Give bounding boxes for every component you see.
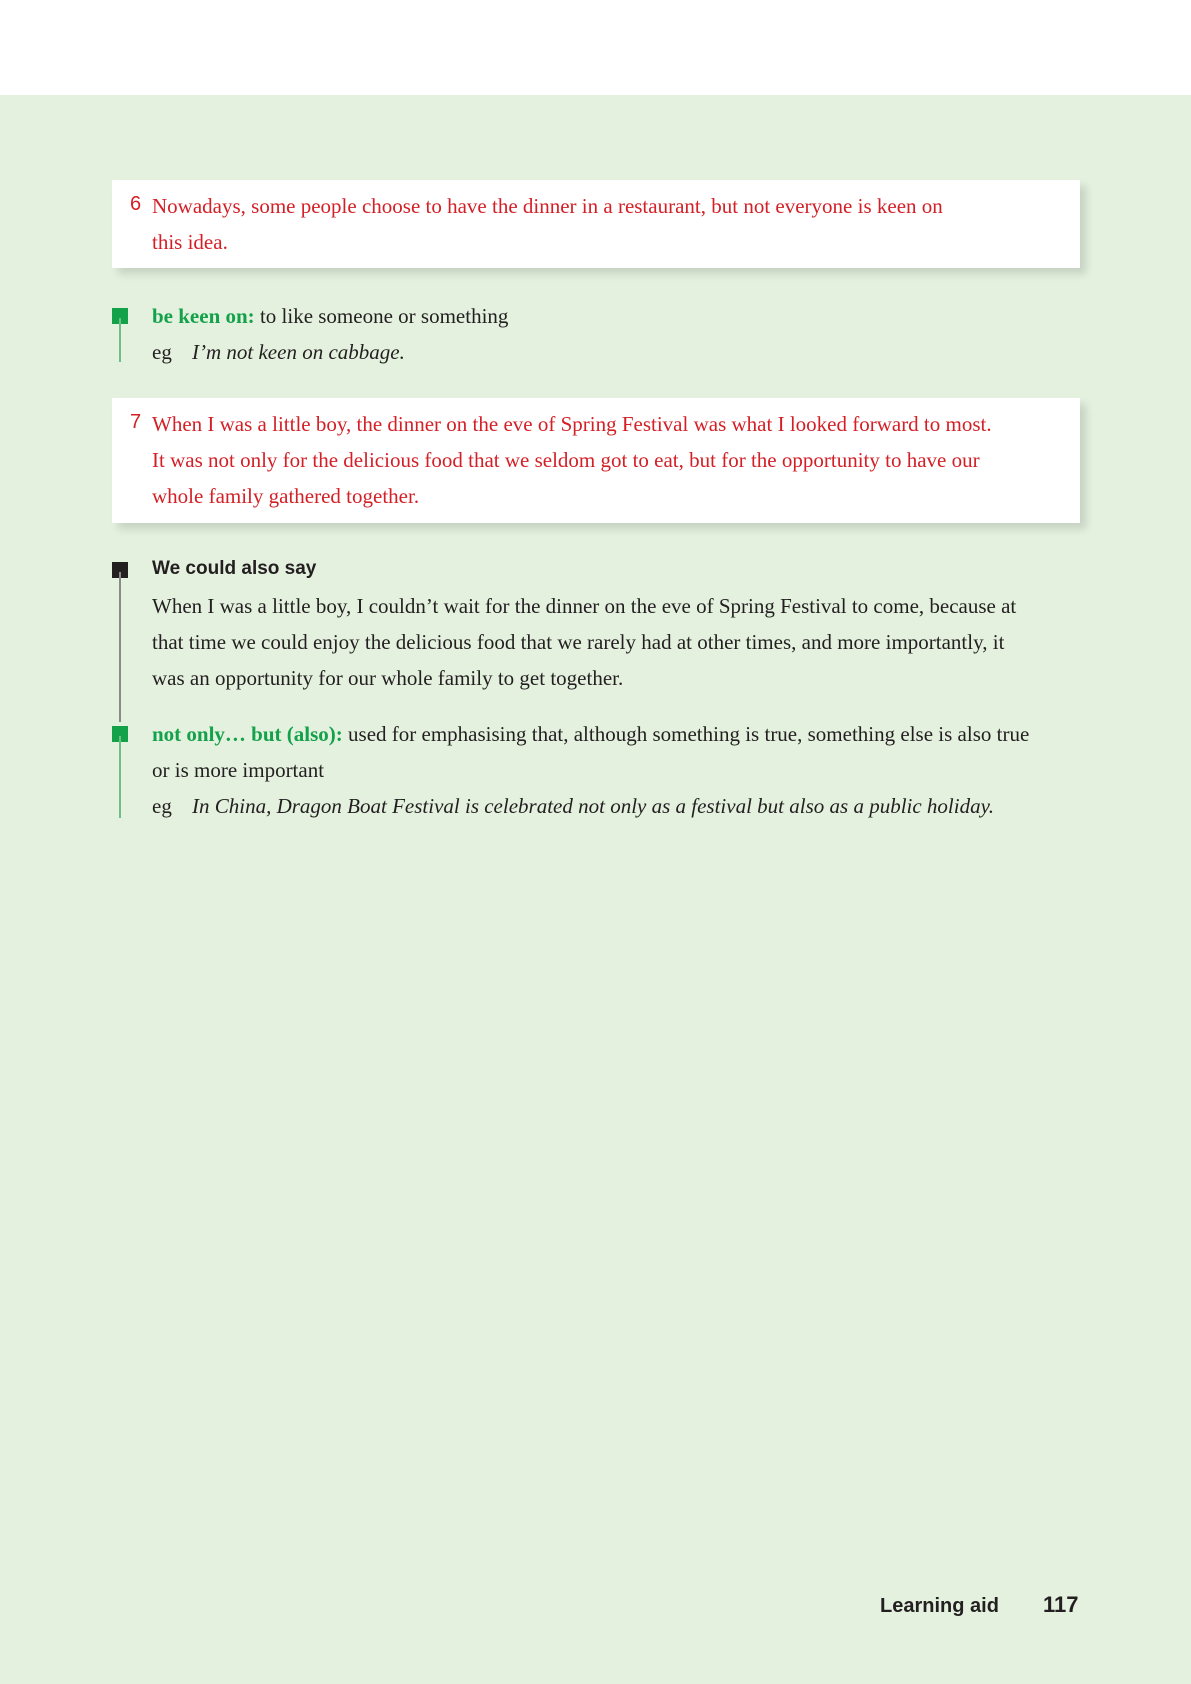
example-line bbox=[152, 334, 508, 370]
sentence-text bbox=[152, 406, 992, 514]
note-rule bbox=[119, 572, 121, 722]
sentence-box-7 bbox=[112, 398, 1080, 523]
sentence-line: When I was a little boy, the dinner on the eve of Spring Festival was what I looked forward to most. bbox=[152, 412, 992, 436]
sentence-line: Nowadays, some people choose to have the dinner in a restaurant, but not everyone is keen on bbox=[152, 194, 943, 218]
example-line bbox=[152, 788, 1092, 824]
vocab-definition: used for emphasising that, although something is true, something else is also true bbox=[342, 722, 1030, 746]
example-text: I’m not keen on cabbage. bbox=[192, 340, 405, 364]
vocab-term: be keen on: bbox=[152, 304, 255, 328]
sentence-number: 6 bbox=[130, 193, 142, 215]
note-keen-on bbox=[112, 298, 1080, 364]
page-number: 117 bbox=[1043, 1592, 1079, 1617]
vocab-definition: to like someone or something bbox=[254, 304, 509, 328]
sentence-box-6 bbox=[112, 180, 1080, 268]
note-body bbox=[152, 298, 508, 370]
sentence-line: whole family gathered together. bbox=[152, 484, 420, 508]
paraphrase-line: that time we could enjoy the delicious food that we rarely had at other times, and more importantly, it bbox=[152, 630, 1005, 654]
vocab-definition-line bbox=[152, 298, 508, 334]
sentence-line: It was not only for the delicious food that we seldom got to eat, but for the opportunity to have our bbox=[152, 448, 980, 472]
note-rule bbox=[119, 318, 121, 362]
example-text: In China, Dragon Boat Festival is celebrated not only as a festival but also as a public holiday. bbox=[192, 794, 995, 818]
note-body bbox=[152, 716, 1092, 824]
note-body bbox=[152, 556, 1092, 696]
note-not-only bbox=[112, 716, 1080, 820]
note-heading: We could also say bbox=[152, 558, 317, 579]
eg-label: eg bbox=[152, 794, 172, 818]
paraphrase-line: When I was a little boy, I couldn’t wait for the dinner on the eve of Spring Festival to come, because at bbox=[152, 594, 1017, 618]
footer-section-label: Learning aid bbox=[880, 1595, 999, 1617]
sentence-text bbox=[152, 188, 943, 260]
sentence-line: this idea. bbox=[152, 230, 228, 254]
note-rule bbox=[119, 736, 121, 818]
vocab-definition-line bbox=[152, 716, 1092, 752]
vocab-definition-line: or is more important bbox=[152, 758, 325, 782]
vocab-term: not only… but (also): bbox=[152, 722, 343, 746]
paraphrase-line: was an opportunity for our whole family to get together. bbox=[152, 666, 624, 690]
eg-label: eg bbox=[152, 340, 172, 364]
sentence-number: 7 bbox=[130, 411, 142, 433]
note-could-also-say bbox=[112, 556, 1080, 726]
